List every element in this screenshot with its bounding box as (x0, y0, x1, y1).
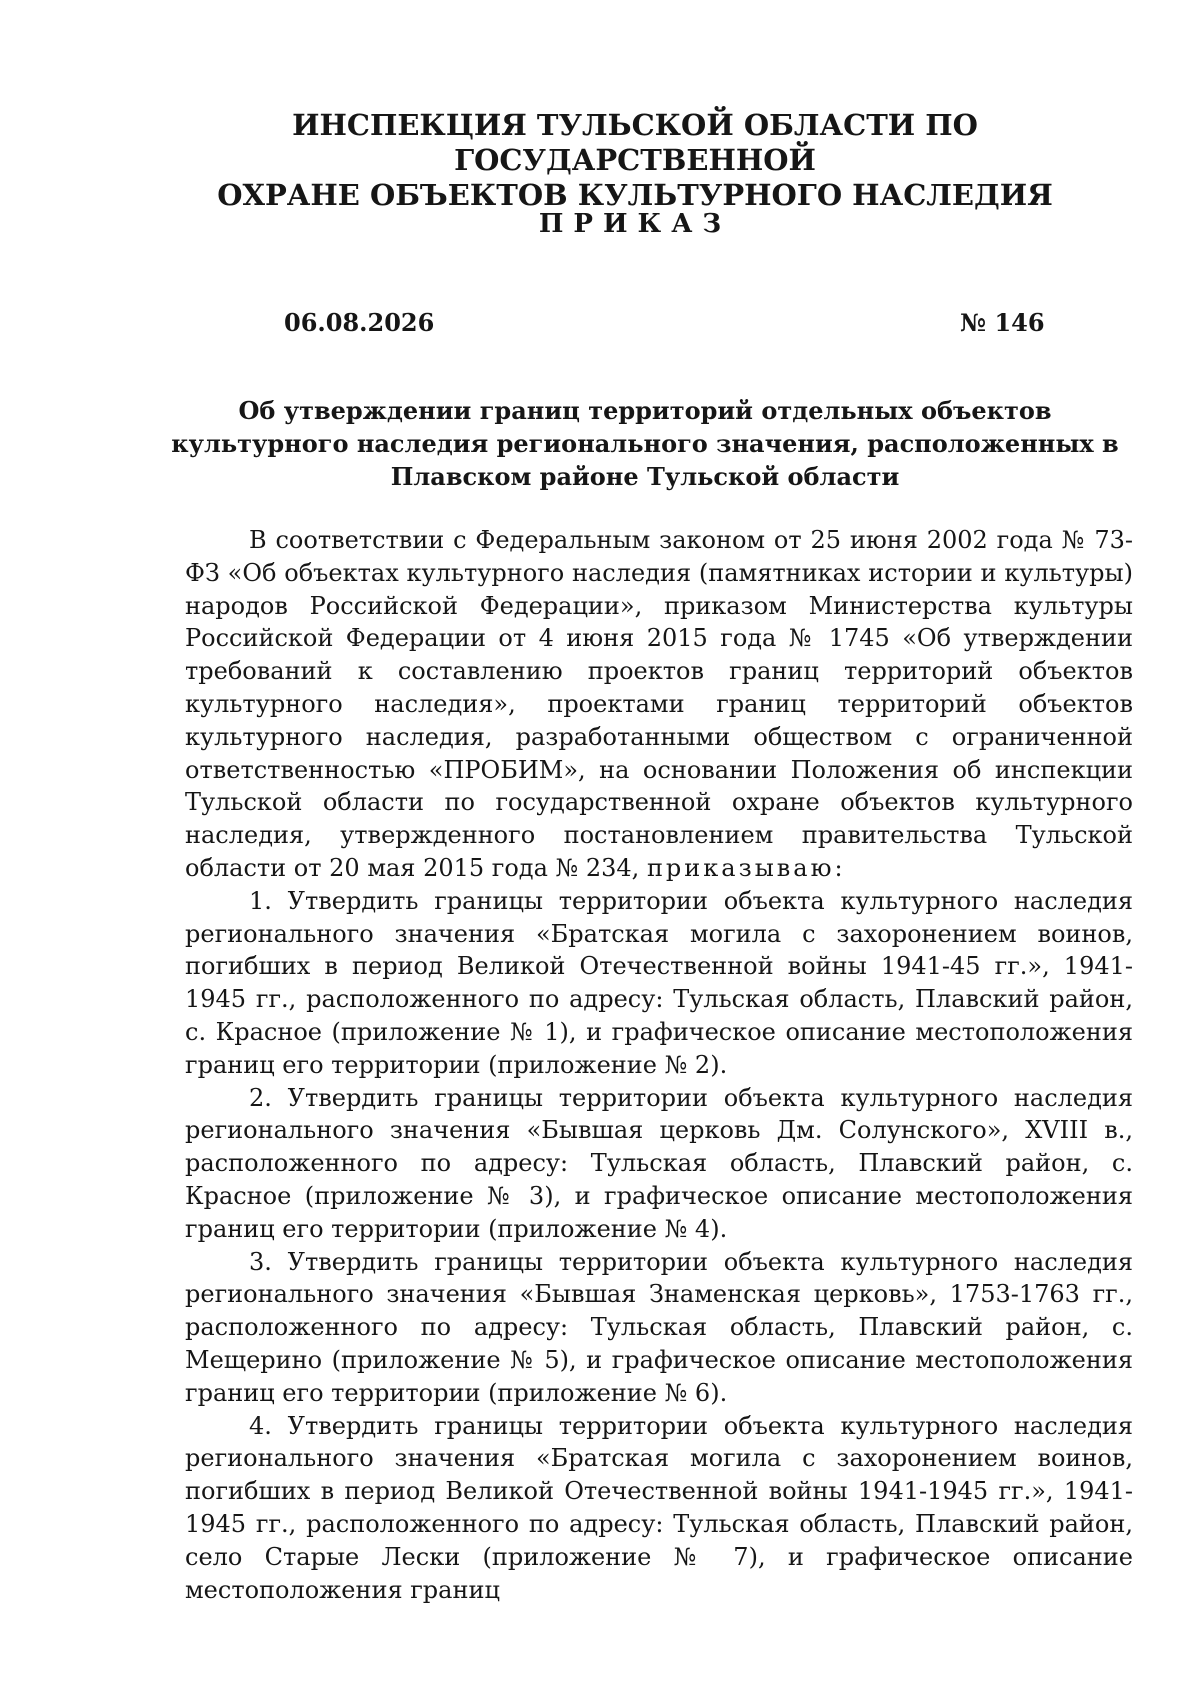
order-item-4: 4. Утвердить границы территории объекта культурного наследия регионального значения «Братская могила с захоронением воинов, погибших в период Великой Отечественной войны 1941-1945 гг.», 1941-1945 гг., расположенного по адресу: Тульская область, Плавский район, село Старые Лески (приложение № 7), и графическое описание местоположения границ (185, 1411, 1133, 1604)
organization-title-line-1: ИНСПЕКЦИЯ ТУЛЬСКОЙ ОБЛАСТИ ПО ГОСУДАРСТВЕННОЙ (292, 108, 978, 177)
order-preamble (185, 524, 1133, 885)
order-verb: приказываю: (646, 853, 846, 882)
document-type: ПРИКАЗ (538, 209, 732, 239)
order-date: 06.08.2026 (284, 308, 435, 337)
order-item-3: 3. Утвердить границы территории объекта культурного наследия регионального значения «Бывшая Знаменская церковь», 1753-1763 гг., расположенного по адресу: Тульская область, Плавский район, с. Мещерино (приложение № 5), и графическое описание местоположения границ его территории (приложение № 6). (185, 1247, 1133, 1407)
organization-title (150, 108, 1120, 213)
preamble-text: В соответствии с Федеральным законом от 25 июня 2002 года № 73-ФЗ «Об объектах культурного наследия (памятниках истории и культуры) народов Российской Федерации», приказом Министерства культуры Российской Федерации от 4 июня 2015 года № 1745 «Об утверждении требований к составлению проектов границ территорий объектов культурного наследия», проектами границ территорий объектов культурного наследия, разработанными обществом с ограниченной ответственностью «ПРОБИМ», на основании Положения об инспекции Тульской области по государственной охране объектов культурного наследия, утвержденного постановлением правительства Тульской области от 20 мая 2015 года № 234, (185, 526, 1133, 882)
order-number: № 146 (960, 308, 1045, 337)
order-body (185, 524, 1133, 1606)
order-subject: Об утверждении границ территорий отдельных объектов культурного наследия регионального значения, расположенных в Плавском районе Тульской области (171, 396, 1119, 491)
order-item-1: 1. Утвердить границы территории объекта культурного наследия регионального значения «Братская могила с захоронением воинов, погибших в период Великой Отечественной войны 1941-45 гг.», 1941-1945 гг., расположенного по адресу: Тульская область, Плавский район, с. Красное (приложение № 1), и графическое описание местоположения границ его территории (приложение № 2). (185, 886, 1133, 1079)
organization-title-line-2: ОХРАНЕ ОБЪЕКТОВ КУЛЬТУРНОГО НАСЛЕДИЯ (217, 178, 1053, 212)
order-item-2: 2. Утвердить границы территории объекта культурного наследия регионального значения «Бывшая церковь Дм. Солунского», XVIII в., расположенного по адресу: Тульская область, Плавский район, с. Красное (приложение № 3), и графическое описание местоположения границ его территории (приложение № 4). (185, 1083, 1133, 1243)
